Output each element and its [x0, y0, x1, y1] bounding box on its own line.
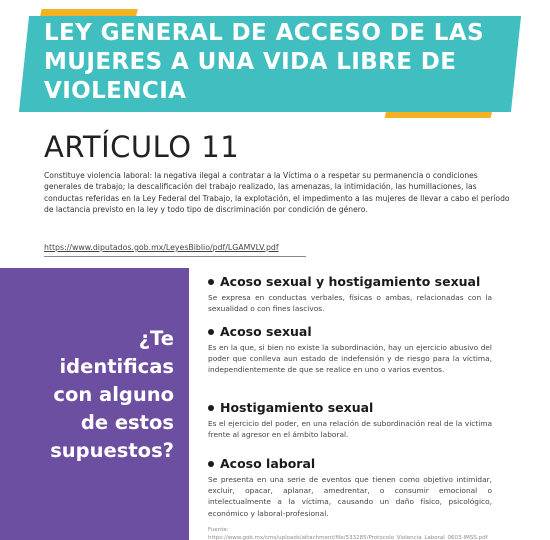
type-title: Acoso sexual [220, 324, 312, 339]
list-item-acoso-y-hostigamiento [208, 274, 492, 314]
bullet-icon [208, 461, 214, 467]
type-description: Se presenta en una serie de eventos que tienen como objetivo intimidar, excluir, opacar, aplanar, amedrentar, o consumir emocional o intelectualmente a la víctima, causando un daño físico, psicológico, económico y laboral-profesional. [208, 475, 492, 518]
bullet-icon [208, 279, 214, 285]
footnote-label: Fuente: [208, 527, 229, 533]
list-item-hostigamiento-sexual [208, 400, 492, 440]
article-heading: ARTÍCULO 11 [44, 130, 240, 164]
source-link[interactable]: https://www.diputados.gob.mx/LeyesBiblio/pdf/LGAMVLV.pdf [44, 243, 279, 252]
type-description: Se expresa en conductas verbales, físicas o ambas, relacionadas con la sexualidad o con fines lascivos. [208, 293, 492, 314]
type-title: Acoso sexual y hostigamiento sexual [220, 274, 481, 289]
type-title: Hostigamiento sexual [220, 400, 374, 415]
list-item-acoso-laboral [208, 456, 492, 519]
type-description: Es el ejercicio del poder, en una relación de subordinación real de la víctima frente al agresor en el ámbito laboral. [208, 419, 492, 440]
title-banner [0, 0, 550, 130]
bullet-icon [208, 329, 214, 335]
list-item-acoso-sexual [208, 324, 492, 376]
type-title: Acoso laboral [220, 456, 316, 471]
bullet-icon [208, 405, 214, 411]
footnote-url[interactable]: https://www.gob.mx/cms/uploads/attachment/file/533285/Protocolo_Violencia_Laboral_0603-IMSS.pdf [208, 535, 488, 540]
law-title: LEY GENERAL DE ACCESO DE LAS MUJERES A UNA VIDA LIBRE DE VIOLENCIA [44, 20, 484, 104]
type-description: Es en la que, si bien no existe la subordinación, hay un ejercicio abusivo del poder que conlleva aun estado de indefensión y de riesgo para la víctima, independientemente de que se realice en uno o varios eventos. [208, 343, 492, 375]
source-divider [44, 256, 306, 257]
question-text: ¿Te identificas con alguno de estos supuestos? [50, 327, 174, 462]
footnote-source [208, 526, 538, 540]
article-body: Constituye violencia laboral: la negativa ilegal a contratar a la Víctima o a respetar su permanencia o condiciones generales de trabajo; la descalificación del trabajo realizado, las amenazas, la intimidación, las humillaciones, las conductas referidas en la Ley Federal del Trabajo, la explotación, el impedimento a las mujeres de llevar a cabo el período de lactancia previsto en la ley y todo tipo de discriminación por condición de género. [44, 171, 510, 214]
